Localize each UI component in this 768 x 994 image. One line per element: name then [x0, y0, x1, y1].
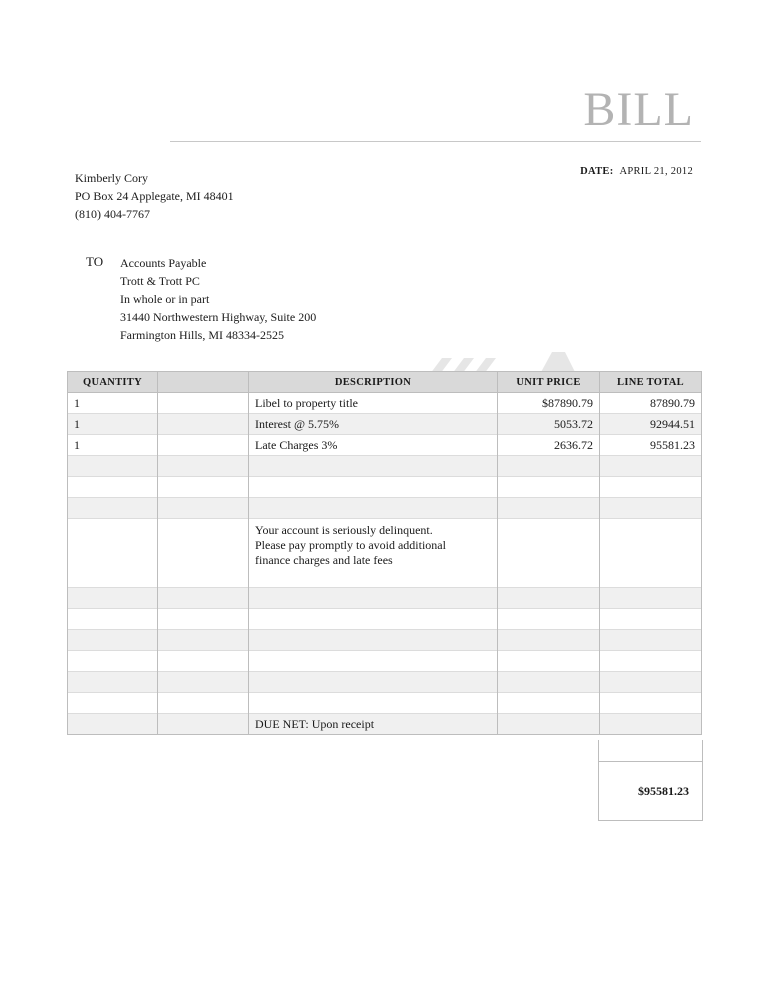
note-line: Please pay promptly to avoid additional — [255, 538, 446, 552]
recipient-line: Accounts Payable — [120, 256, 207, 270]
table-row — [68, 456, 702, 477]
sender-name: Kimberly Cory — [75, 171, 148, 185]
cell-blank — [158, 414, 249, 435]
cell-unit-price: 2636.72 — [498, 435, 600, 456]
cell-description: Late Charges 3% — [249, 435, 498, 456]
table-row — [68, 672, 702, 693]
cell-unit-price: $87890.79 — [498, 393, 600, 414]
table-header-row — [68, 372, 702, 393]
delinquency-note — [249, 519, 498, 588]
note-line: finance charges and late fees — [255, 553, 393, 567]
cell-quantity: 1 — [68, 435, 158, 456]
header-unit-price: UNIT PRICE — [498, 372, 600, 393]
total-spacer — [599, 740, 702, 762]
cell-description: Interest @ 5.75% — [249, 414, 498, 435]
recipient-line: In whole or in part — [120, 292, 210, 306]
table-row — [68, 519, 702, 588]
table-row — [68, 651, 702, 672]
date-value: APRIL 21, 2012 — [619, 166, 693, 177]
sender-address: PO Box 24 Applegate, MI 48401 — [75, 189, 234, 203]
total-value: $95581.23 — [638, 784, 689, 798]
sender-phone: (810) 404-7767 — [75, 207, 150, 221]
recipient-line: 31440 Northwestern Highway, Suite 200 — [120, 310, 317, 324]
cell-line-total: 95581.23 — [600, 435, 702, 456]
header-line-total: LINE TOTAL — [600, 372, 702, 393]
table-row — [68, 693, 702, 714]
date-label: DATE: — [580, 166, 614, 177]
recipient-line: Farmington Hills, MI 48334-2525 — [120, 328, 284, 342]
cell-blank — [158, 393, 249, 414]
total-box — [598, 740, 703, 821]
cell-line-total: 87890.79 — [600, 393, 702, 414]
recipient-line: Trott & Trott PC — [120, 274, 200, 288]
table-row — [68, 477, 702, 498]
table-row — [68, 609, 702, 630]
cell-unit-price: 5053.72 — [498, 414, 600, 435]
items-table — [67, 371, 702, 735]
header-blank — [158, 372, 249, 393]
header-quantity: QUANTITY — [68, 372, 158, 393]
recipient-block — [120, 254, 316, 344]
header-description: DESCRIPTION — [249, 372, 498, 393]
date-line — [580, 166, 693, 177]
note-line: Your account is seriously delinquent. — [255, 523, 433, 537]
table-row — [68, 414, 702, 435]
table-row — [68, 393, 702, 414]
sender-block — [75, 169, 234, 223]
bill-title: BILL — [583, 83, 694, 136]
cell-quantity: 1 — [68, 414, 158, 435]
to-label: TO — [86, 254, 104, 269]
table-row — [68, 588, 702, 609]
cell-blank — [158, 435, 249, 456]
cell-line-total: 92944.51 — [600, 414, 702, 435]
table-row — [68, 714, 702, 735]
cell-description: Libel to property title — [249, 393, 498, 414]
table-row — [68, 630, 702, 651]
title-divider — [170, 141, 701, 142]
cell-quantity: 1 — [68, 393, 158, 414]
table-row — [68, 498, 702, 519]
due-terms: DUE NET: Upon receipt — [249, 714, 498, 735]
table-row — [68, 435, 702, 456]
